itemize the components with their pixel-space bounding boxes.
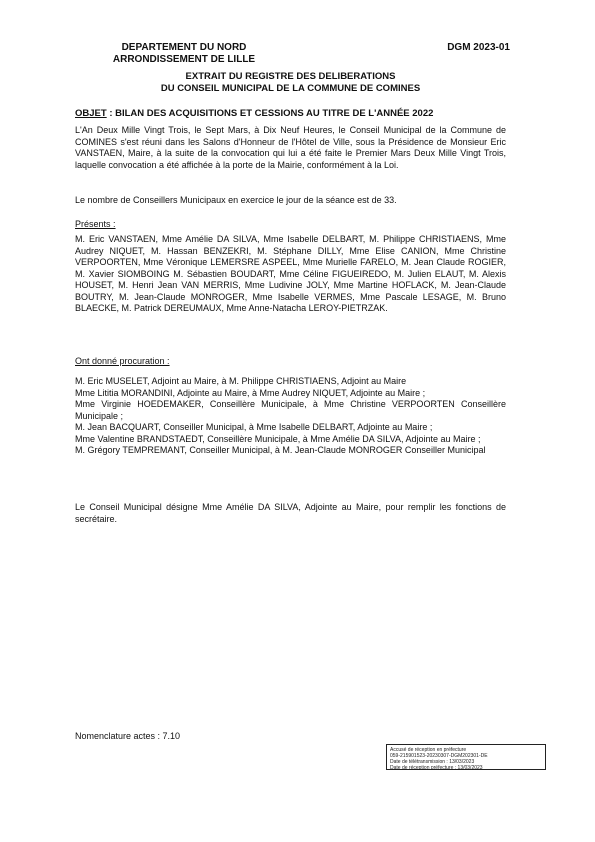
stamp-line: 059-215901523-20230307-DGM202301-DE (390, 753, 488, 759)
procuration-item: Mme Lititia MORANDINI, Adjointe au Maire, à Mme Audrey NIQUET, Adjointe au Maire ; (75, 387, 426, 398)
stamp-line: Date de réception préfecture : 13/03/2023 (390, 765, 483, 771)
title-line-2: DU CONSEIL MUNICIPAL DE LA COMMUNE DE COMINES (160, 83, 421, 94)
councillors-count: Le nombre de Conseillers Municipaux en exercice le jour de la séance est de 33. (75, 195, 397, 205)
procuration-item: M. Jean BACQUART, Conseiller Municipal, à Mme Isabelle DELBART, Adjointe au Maire ; (75, 422, 433, 432)
document-reference: DGM 2023-01 (447, 42, 510, 53)
object-heading (75, 108, 506, 119)
procuration-label: Ont donné procuration : (75, 356, 170, 366)
title-line-1: EXTRAIT DU REGISTRE DES DELIBERATIONS (185, 71, 396, 82)
stamp-line: Accusé de réception en préfecture (390, 747, 467, 753)
procuration-item: M. Eric MUSELET, Adjoint au Maire, à M. Philippe CHRISTIAENS, Adjoint au Maire (75, 376, 407, 386)
nomenclature: Nomenclature actes : 7.10 (75, 731, 181, 741)
object-label: OBJET (75, 108, 107, 119)
presents-list: M. Eric VANSTAEN, Mme Amélie DA SILVA, Mme Isabelle DELBART, M. Philippe CHRISTIAENS, Mme Audrey NIQUET, M. Hassan BENZEKRI, M. Stéphane DILLY, Mme Elise CANION, Mme Christine VERPOORTEN, Mme Véronique LEMERSRE ASPEEL, Mme Murielle FARELO, M. Jean Claude ROGIER, M. Xavier SIOMBOING M. Sébastien BOUDART, Mme Céline FIGUEIREDO, M. Julien ELAUT, M. Alexis HOUSET, M. Henri Jean VAN MERRIS, Mme Ludivine JOLY, Mme Martine HOFLACK, M. Jean-Claude BOUTRY, M. Jean-Claude MONROGER, Mme Isabelle VERMES, Mme Pascale LESAGE, M. Bruno BLAECKE, M. Patrick DEREUMAUX, Mme Anne-Natacha LEROY-PIETRZAK. (75, 234, 506, 313)
presents-label: Présents : (75, 219, 116, 229)
procuration-list (75, 376, 506, 457)
department-name: DEPARTEMENT DU NORD (121, 42, 247, 53)
procuration-item: M. Grégory TEMPREMANT, Conseiller Municipal, à M. Jean-Claude MONROGER Conseiller Municipal (75, 445, 486, 455)
stamp-line: Date de télétransmission : 13/03/2023 (390, 759, 475, 765)
intro-paragraph: L'An Deux Mille Vingt Trois, le Sept Mars, à Dix Neuf Heures, le Conseil Municipal de la Commune de COMINES s'est réuni dans les Salons d'Honneur de l'Hôtel de Ville, sous la Présidence de Monsieur Eric VANSTAEN, Maire, à la suite de la convocation qui lui a été faite le Premier Mars Deux Mille Vingt Trois, laquelle convocation a été affichée à la porte de la Mairie, conformément à la Loi. (75, 125, 506, 170)
procuration-item: Mme Valentine BRANDSTAEDT, Conseillère Municipale, à Mme Amélie DA SILVA, Adjointe au Maire ; (75, 433, 481, 444)
object-text: : BILAN DES ACQUISITIONS ET CESSIONS AU TITRE DE L'ANNÉE 2022 (106, 108, 434, 119)
department-header (74, 42, 294, 66)
document-title (75, 71, 506, 95)
secretary-designation: Le Conseil Municipal désigne Mme Amélie DA SILVA, Adjointe au Maire, pour remplir les fonctions de secrétaire. (75, 502, 506, 524)
prefecture-receipt-stamp (386, 744, 546, 770)
procuration-item: Mme Virginie HOEDEMAKER, Conseillère Municipale, à Mme Christine VERPOORTEN Conseillère Municipale ; (75, 399, 506, 421)
arrondissement-name: ARRONDISSEMENT DE LILLE (112, 54, 256, 65)
